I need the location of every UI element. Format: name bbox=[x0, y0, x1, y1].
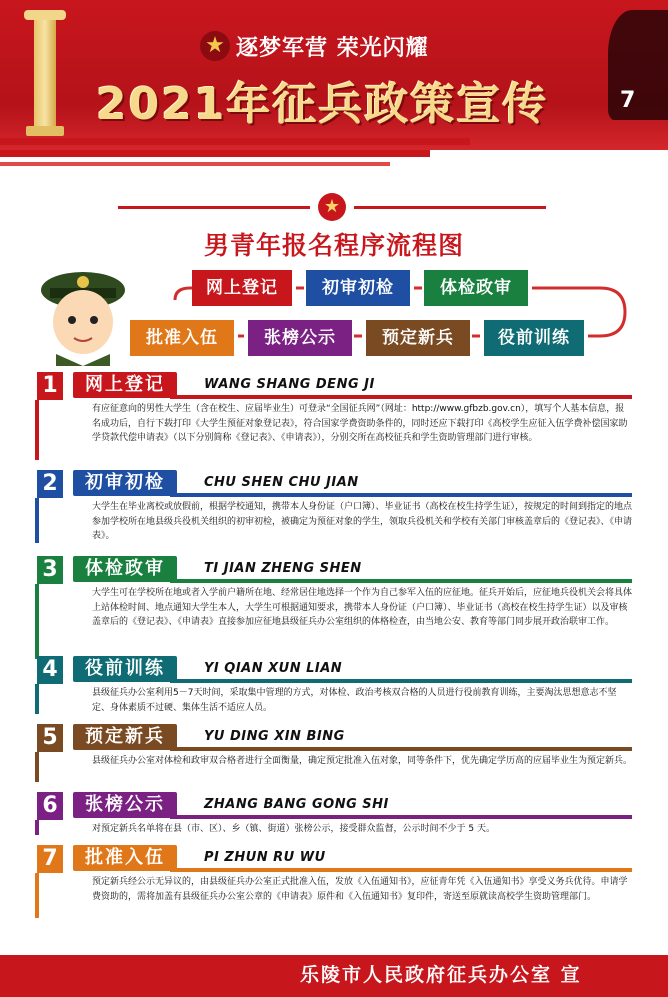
step-pinyin: YI QIAN XUN LIAN bbox=[204, 661, 343, 676]
slogan bbox=[200, 28, 429, 64]
army-star-icon: ★ bbox=[200, 31, 230, 61]
step-pinyin: WANG SHANG DENG JI bbox=[204, 377, 375, 392]
flowchart-title: 男青年报名程序流程图 bbox=[203, 231, 464, 260]
step-pinyin: TI JIAN ZHENG SHEN bbox=[204, 561, 362, 576]
flow-step-3: 体检政审 bbox=[424, 270, 528, 306]
flow-step-7: 批准入伍 bbox=[130, 320, 234, 356]
step-stick bbox=[35, 752, 39, 782]
huabiao-pillar-icon bbox=[34, 18, 56, 130]
step-stick bbox=[35, 400, 39, 460]
step-stick bbox=[35, 584, 39, 659]
flow-step-5: 预定新兵 bbox=[366, 320, 470, 356]
step-description: 大学生可在学校所在地或者入学前户籍所在地、经常居住地选择一个作为自己参军入伍的应征地。征兵开始后，应征地兵役机关会将具体上站体检时间、地点通知大学生本人，大学生可根据通知要求，携带本人身份证（户口簿）、毕业证书（高校在校生持学生证）以及审核盖章后的《登记表》、《申请表》直接参加应征地县级征兵办公室组织的体格检查，由当地公安、教育等部门同步展开政治联审工作。 bbox=[92, 588, 633, 627]
army-star-icon: ★ bbox=[318, 193, 346, 221]
flow-step-6: 张榜公示 bbox=[248, 320, 352, 356]
step-description: 县级征兵办公室对体检和政审双合格者进行全面衡量，确定预定批准入伍对象，同等条件下，优先确定学历高的应届毕业生为预定新兵。 bbox=[92, 756, 633, 766]
step-pinyin: PI ZHUN RU WU bbox=[204, 850, 326, 865]
step-underline bbox=[170, 493, 632, 497]
step-stick bbox=[35, 820, 39, 835]
divider-right bbox=[354, 206, 546, 209]
flow-step-4: 役前训练 bbox=[484, 320, 584, 356]
step-underline bbox=[170, 815, 632, 819]
step-description: 有应征意向的男性大学生（含在校生、应届毕业生）可登录“全国征兵网”（网址：http://www.gfbzb.gov.cn），填写个人基本信息，报名成功后，自行下载打印《大学生预征对象登记表》，符合国家学费资助条件的，同时还应下载打印《高校学生应征入伍学费补偿国家助学贷款代偿申请表》（以下分别简称《登记表》、《申请表》），分别交所在高校征兵和学生资助管理部门进行审核。 bbox=[92, 404, 628, 443]
step-number: 5 bbox=[37, 724, 63, 752]
step-number: 3 bbox=[37, 556, 63, 584]
step-title: 体检政审 bbox=[73, 556, 177, 582]
step-underline bbox=[170, 395, 632, 399]
slogan-text: 逐梦军营 荣光闪耀 bbox=[236, 35, 429, 61]
step-title: 预定新兵 bbox=[73, 724, 177, 750]
step-title: 初审初检 bbox=[73, 470, 177, 496]
footer-text: 乐陵市人民政府征兵办公室 宣 bbox=[300, 964, 582, 986]
step-pinyin: CHU SHEN CHU JIAN bbox=[204, 475, 359, 490]
flow-step-2: 初审初检 bbox=[306, 270, 410, 306]
divider-left bbox=[118, 206, 310, 209]
header-banner bbox=[0, 0, 668, 150]
step-description: 大学生在毕业离校或放假前，根据学校通知，携带本人身份证（户口簿）、毕业证书（高校在校生持学生证），按规定的时间到指定的地点参加学校所在地县级兵役机关组织的初审初检，被确定为预征对象的学生，领取兵役机关和学校有关部门审核盖章后的《登记表》、《申请表》。 bbox=[92, 502, 633, 541]
step-underline bbox=[170, 679, 632, 683]
decorative-stripes bbox=[0, 138, 500, 168]
step-description: 县级征兵办公室利用5－7天时间，采取集中管理的方式，对体检、政治考核双合格的人员进行役前教育训练，主要淘汰思想意志不坚定、身体素质不过硬、集体生活不适应人员。 bbox=[92, 688, 617, 713]
step-title: 役前训练 bbox=[73, 656, 177, 682]
step-underline bbox=[170, 868, 632, 872]
soldier-silhouette-icon bbox=[608, 10, 668, 120]
step-stick bbox=[35, 873, 39, 918]
step-title: 网上登记 bbox=[73, 372, 177, 398]
step-pinyin: YU DING XIN BING bbox=[204, 729, 345, 744]
step-description: 预定新兵经公示无异议的，由县级征兵办公室正式批准入伍，发放《入伍通知书》，应征青年凭《入伍通知书》享受义务兵优待。申请学费资助的，需将加盖有县级征兵办公室公章的《申请表》原件和《入伍通知书》复印件，寄送至原就读高校学生资助管理部门。 bbox=[92, 877, 628, 902]
step-stick bbox=[35, 498, 39, 543]
flow-step-1: 网上登记 bbox=[192, 270, 292, 306]
step-number: 4 bbox=[37, 656, 63, 684]
step-number: 7 bbox=[37, 845, 63, 873]
page-title: 2021年征兵政策宣传 bbox=[96, 79, 549, 130]
step-stick bbox=[35, 684, 39, 714]
step-number: 6 bbox=[37, 792, 63, 820]
step-title: 批准入伍 bbox=[73, 845, 177, 871]
step-number: 1 bbox=[37, 372, 63, 400]
soldier-avatar-icon bbox=[36, 262, 130, 366]
page-number: 7 bbox=[620, 88, 636, 113]
step-description: 对预定新兵名单将在县（市、区）、乡（镇、街道）张榜公示，接受群众监督，公示时间不少于 5 天。 bbox=[92, 824, 495, 834]
step-pinyin: ZHANG BANG GONG SHI bbox=[204, 797, 389, 812]
step-title: 张榜公示 bbox=[73, 792, 177, 818]
step-underline bbox=[170, 579, 632, 583]
step-underline bbox=[170, 747, 632, 751]
step-number: 2 bbox=[37, 470, 63, 498]
